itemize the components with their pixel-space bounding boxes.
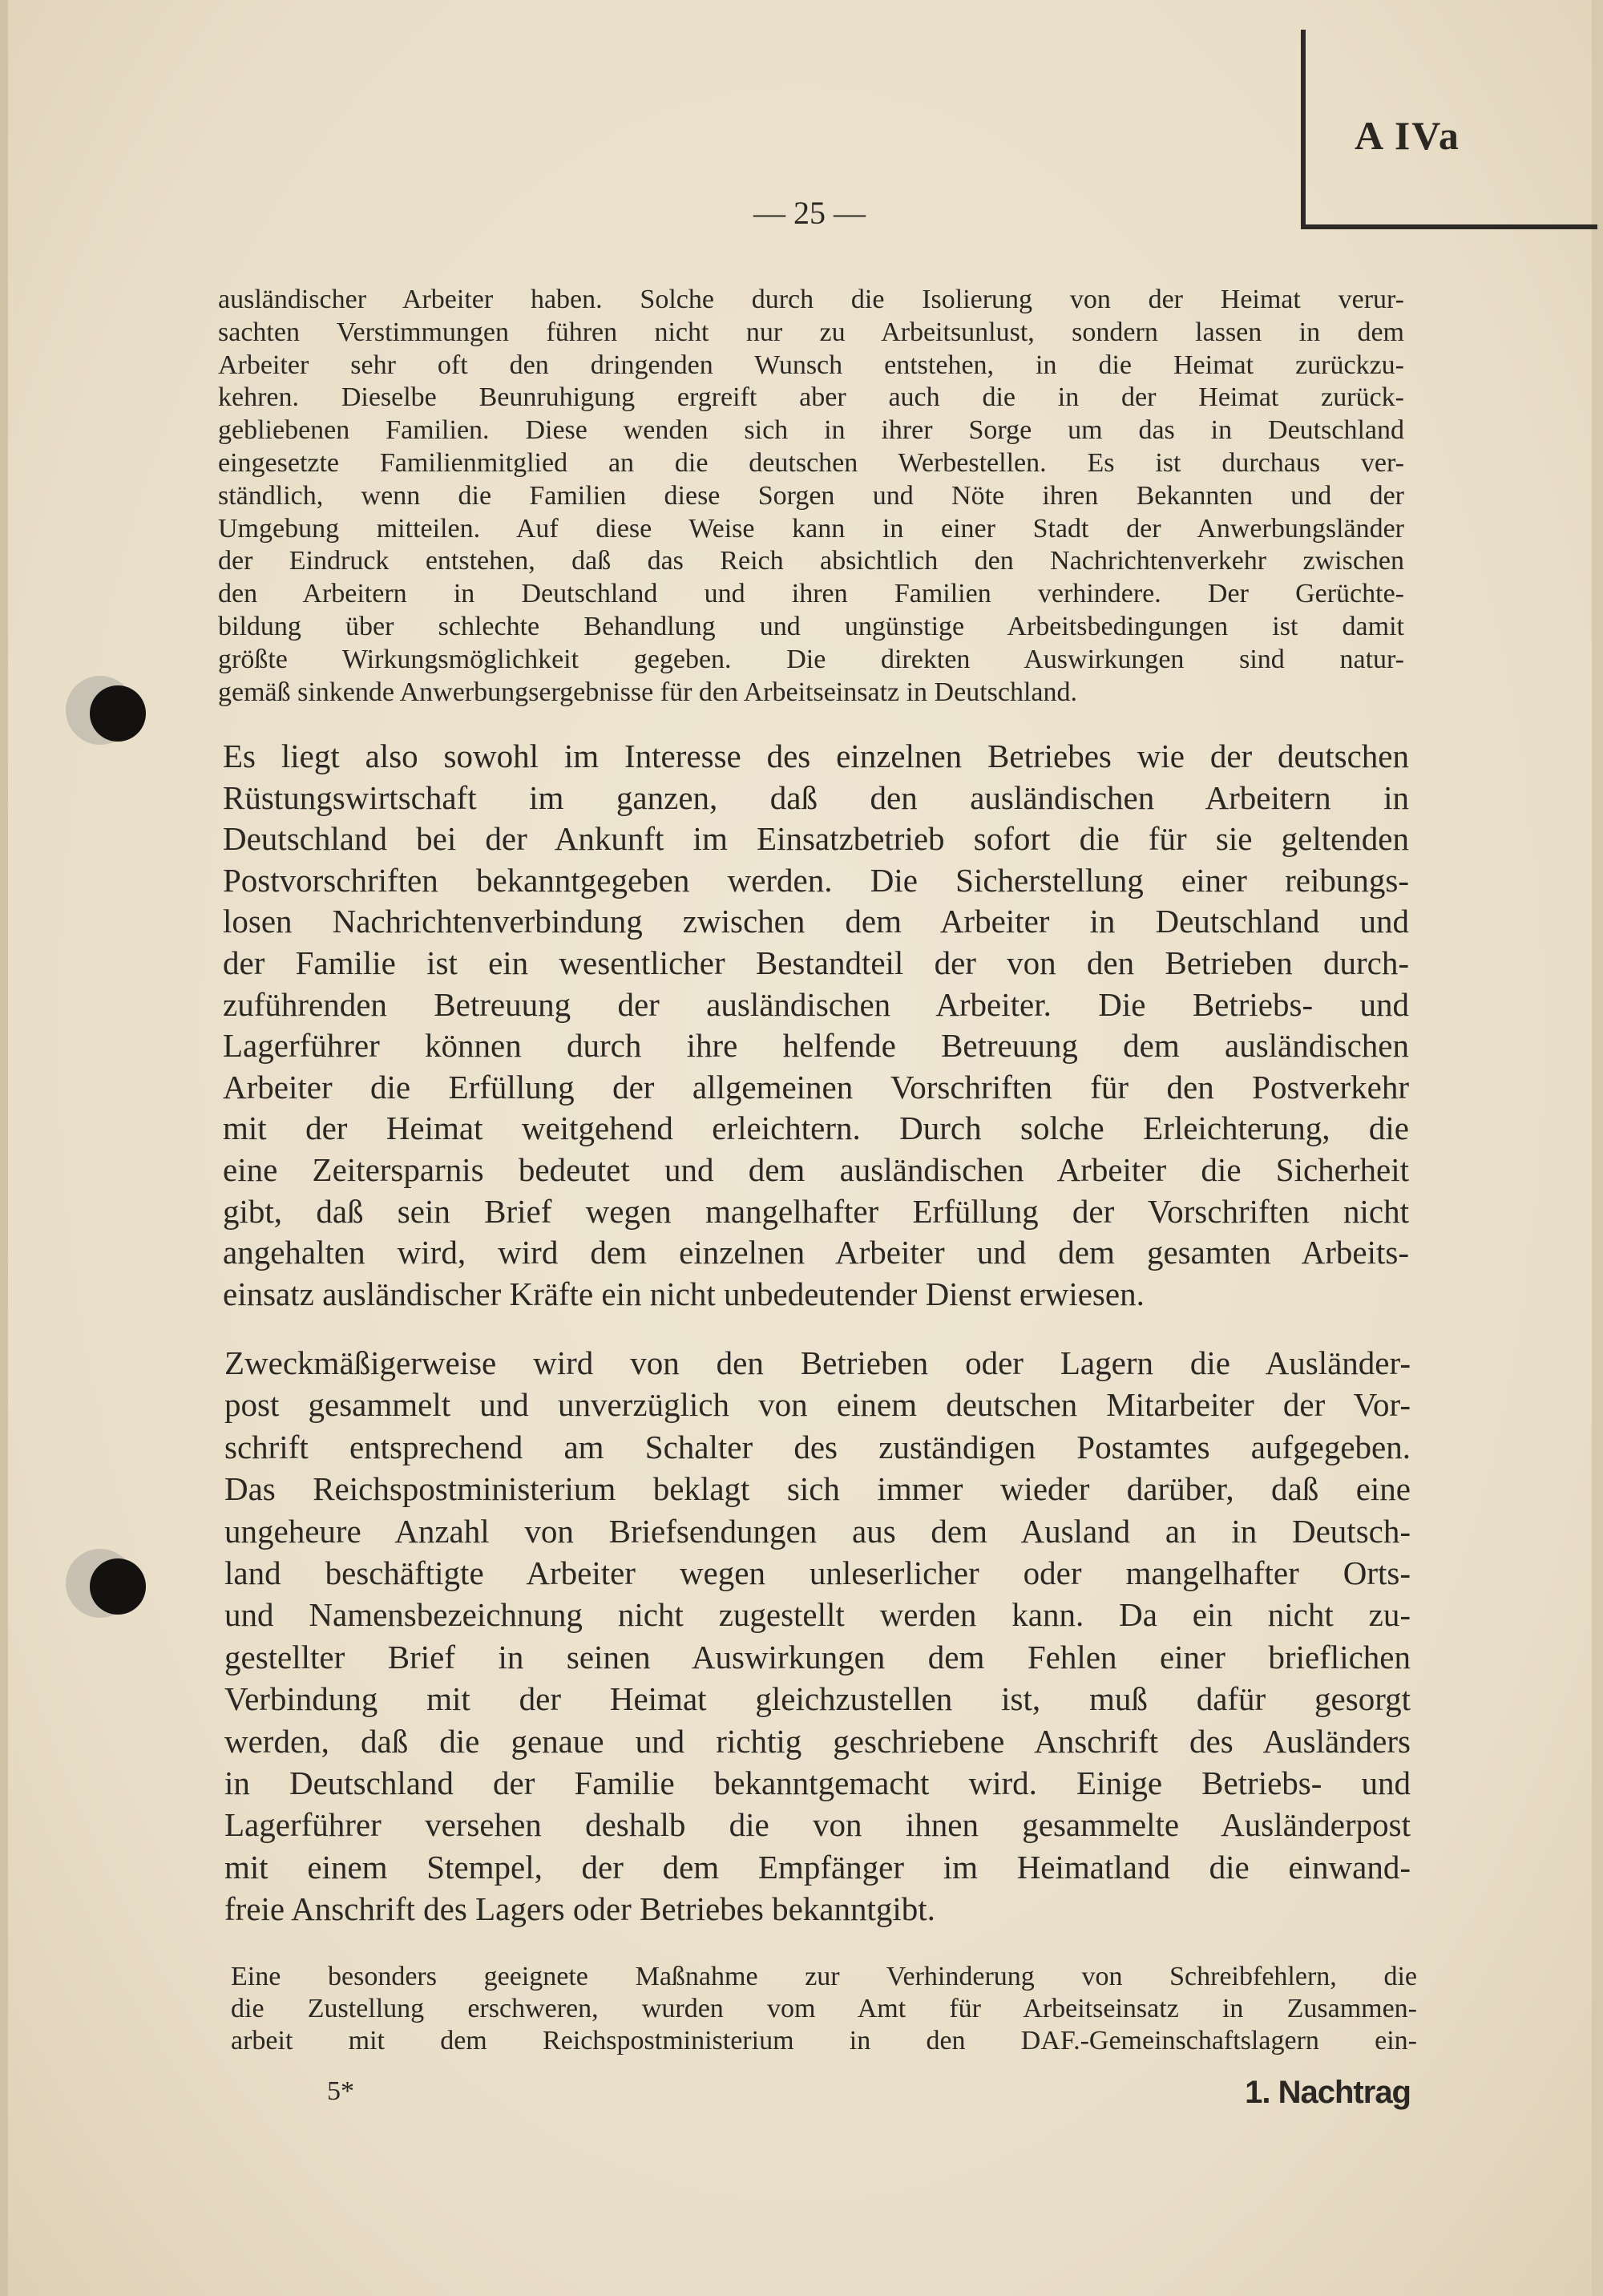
text-line: einsatz ausländischer Kräfte ein nicht unbedeutender Dienst erwiesen. [223, 1275, 1145, 1312]
text-line: ausländischer Arbeiter haben. Solche durch die Isolierung von der Heimat verur- [218, 285, 1404, 314]
text-line: Postvorschriften bekanntgegeben werden. Die Sicherstellung einer reibungs- [223, 861, 1409, 899]
text-line: ungeheure Anzahl von Briefsendungen aus dem Ausland an in Deutsch- [224, 1512, 1411, 1550]
text-line: Arbeiter sehr oft den dringenden Wunsch entstehen, in die Heimat zurückzu- [218, 350, 1404, 380]
text-line: der Eindruck entstehen, daß das Reich absichtlich den Nachrichtenverkehr zwischen [218, 546, 1404, 576]
text-line: gibt, daß sein Brief wegen mangelhafter Erfüllung der Vorschriften nicht [223, 1192, 1409, 1230]
text-line: die Zustellung erschweren, wurden vom Amt für Arbeitseinsatz in Zusammen- [231, 1994, 1417, 2023]
text-line: eine Zeitersparnis bedeutet und dem ausländischen Arbeiter die Sicherheit [223, 1150, 1409, 1188]
text-line: eingesetzte Familienmitglied an die deutschen Werbestellen. Es ist durchaus ver- [218, 447, 1404, 478]
text-line: gebliebenen Familien. Diese wenden sich in ihrer Sorge um das in Deutschland [218, 415, 1404, 446]
text-line: größte Wirkungsmöglichkeit gegeben. Die direkten Auswirkungen sind natur- [218, 644, 1404, 674]
text-line: mit der Heimat weitgehend erleichtern. Durch solche Erleichterung, die [223, 1110, 1409, 1147]
text-line: angehalten wird, wird dem einzelnen Arbeiter und dem gesamten Arbeits- [223, 1234, 1409, 1271]
text-line: gestellter Brief in seinen Auswirkungen dem Fehlen einer brieflichen [224, 1638, 1411, 1676]
punch-hole-icon [90, 1558, 146, 1615]
text-line: Arbeiter die Erfüllung der allgemeinen Vorschriften für den Postverkehr [223, 1068, 1409, 1106]
text-line: zuführenden Betreuung der ausländischen Arbeiter. Die Betriebs- und [223, 985, 1409, 1023]
text-line: Lagerführer versehen deshalb die von ihnen gesammelte Ausländerpost [224, 1806, 1411, 1844]
text-line: Verbindung mit der Heimat gleichzustellen ist, muß dafür gesorgt [224, 1680, 1411, 1718]
text-line: Deutschland bei der Ankunft im Einsatzbetrieb sofort die für sie geltenden [223, 820, 1409, 858]
text-line: post gesammelt und unverzüglich von einem deutschen Mitarbeiter der Vor- [224, 1386, 1411, 1424]
text-line: Lagerführer können durch ihre helfende Betreuung dem ausländischen [223, 1027, 1409, 1065]
text-line: gemäß sinkende Anwerbungsergebnisse für den Arbeitseinsatz in Deutschland. [218, 677, 1077, 707]
paper-edge-left [0, 0, 8, 2296]
text-line: in Deutschland der Familie bekanntgemacht wird. Einige Betriebs- und [224, 1764, 1411, 1802]
text-line: arbeit mit dem Reichspostministerium in den DAF.-Gemeinschaftslagern ein- [231, 2026, 1417, 2055]
section-label: A IVa [1355, 113, 1460, 158]
paragraph-4 [231, 1961, 1417, 2057]
section-bracket-horizontal [1301, 224, 1597, 229]
text-line: Es liegt also sowohl im Interesse des einzelnen Betriebes wie der deutschen [223, 738, 1409, 774]
text-line: Das Reichspostministerium beklagt sich immer wieder darüber, daß eine [224, 1470, 1411, 1508]
text-line: Zweckmäßigerweise wird von den Betrieben oder Lagern die Ausländer- [224, 1344, 1411, 1381]
text-line: freie Anschrift des Lagers oder Betriebes bekanntgibt. [224, 1890, 935, 1928]
section-bracket-vertical [1301, 30, 1306, 229]
text-line: bildung über schlechte Behandlung und ungünstige Arbeitsbedingungen ist damit [218, 611, 1404, 641]
text-line: Umgebung mitteilen. Auf diese Weise kann in einer Stadt der Anwerbungsländer [218, 513, 1404, 544]
text-line: schrift entsprechend am Schalter des zuständigen Postamtes aufgegeben. [224, 1428, 1411, 1465]
text-line: Rüstungswirtschaft im ganzen, daß den ausländischen Arbeitern in [223, 778, 1409, 816]
text-line: werden, daß die genaue und richtig geschriebene Anschrift des Ausländers [224, 1722, 1411, 1760]
paragraph-2 [223, 736, 1409, 1315]
text-line: kehren. Dieselbe Beunruhigung ergreift aber auch die in der Heimat zurück- [218, 382, 1404, 413]
text-line: sachten Verstimmungen führen nicht nur zu Arbeitsunlust, sondern lassen in dem [218, 317, 1404, 347]
punch-hole-icon [90, 685, 146, 742]
page-number: — 25 — [753, 195, 866, 231]
text-line: der Familie ist ein wesentlicher Bestandteil der von den Betrieben durch- [223, 944, 1409, 981]
supplement-label: 1. Nachtrag [1245, 2075, 1411, 2110]
text-line: ständlich, wenn die Familien diese Sorgen und Nöte ihren Bekannten und der [218, 480, 1404, 511]
text-line: land beschäftigte Arbeiter wegen unleserlicher oder mangelhafter Orts- [224, 1554, 1411, 1592]
text-line: losen Nachrichtenverbindung zwischen dem Arbeiter in Deutschland und [223, 903, 1409, 940]
paragraph-3 [224, 1342, 1411, 1930]
text-line: mit einem Stempel, der dem Empfänger im Heimatland die einwand- [224, 1848, 1411, 1886]
text-line: Eine besonders geeignete Maßnahme zur Verhinderung von Schreibfehlern, die [231, 1962, 1417, 1991]
text-line: den Arbeitern in Deutschland und ihren Familien verhindere. Der Gerüchte- [218, 579, 1404, 609]
paragraph-1 [218, 284, 1404, 709]
paper-edge-right [1592, 0, 1603, 2296]
text-line: und Namensbezeichnung nicht zugestellt werden kann. Da ein nicht zu- [224, 1596, 1411, 1634]
signature-mark: 5* [327, 2076, 354, 2106]
